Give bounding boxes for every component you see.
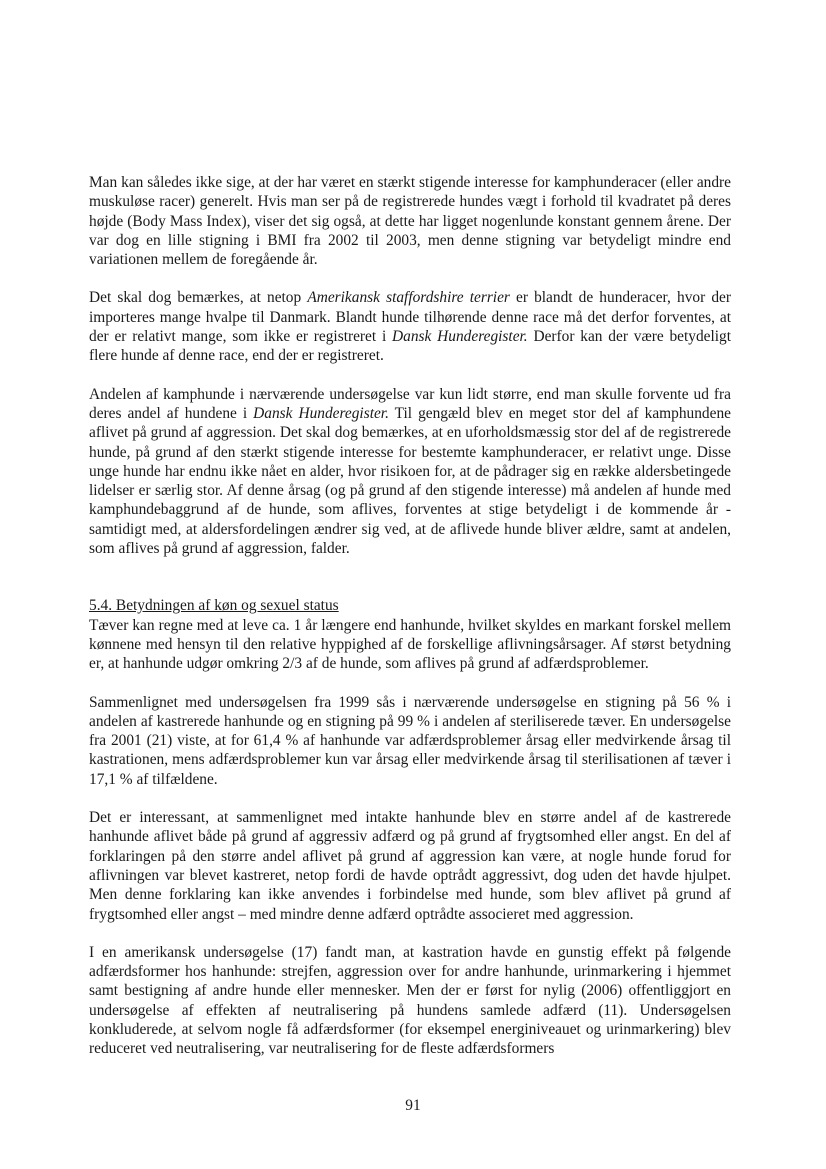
paragraph-3-text-a: Andelen af kamphunde i nærværende undersøgelse var kun lidt større, end man skulle forvente ud fra deres andel af hundene i xyxy=(89,385,731,422)
paragraph-3-text-b: Til gengæld blev en meget stor del af kamphundene aflivet på grund af aggression. Det skal dog bemærkes, at en uforholdsmæssig stor del af de registrerede hunde, på grund af den stærkt stigende interesse for bestemte kamphunderacer, er relativt unge. Disse unge hunde har endnu ikke nået en alder, hvor risikoen for, at de pådrager sig en række aldersbetingede lidelser er særlig stor. Af denne årsag (og på grund af den stigende interesse) må andelen af hunde med kamphundebaggrund af de hunde, som aflives, forventes at stige betydeligt i de kommende år - samtidigt med, at aldersfordelingen ændrer sig ved, at de aflivede hunde bliver ældre, samt at andelen, som aflives på grund af aggression, falder. xyxy=(89,404,731,558)
paragraph-1: Man kan således ikke sige, at der har været en stærkt stigende interesse for kamphunderacer (eller andre muskuløse racer) generelt. Hvis man ser på de registrerede hundes vægt i forhold til kvadratet på deres højde (Body Mass Index), viser det sig også, at dette har ligget nogenlunde konstant gennem årene. Der var dog en lille stigning i BMI fra 2002 til 2003, men denne stigning var betydeligt mindre end variationen mellem de foregående år. xyxy=(89,174,731,269)
register-name-emphasis-2: Dansk Hunderegister. xyxy=(253,404,389,422)
page-number: 91 xyxy=(405,1097,421,1114)
paragraph-7: I en amerikansk undersøgelse (17) fandt man, at kastration havde en gunstig effekt på følgende adfærdsformer hos hanhunde: strejfen, aggression over for andre hanhunde, urinmarkering i hjemmet samt bestigning af andre hunde eller mennesker. Men der er først for nylig (2006) offentliggjort en undersøgelse af effekten af neutralisering på hundens samlede adfærd (11). Undersøgelsen konkluderede, at selvom nogle få adfærdsformer (for eksempel energiniveauet og urinmarkering) blev reduceret ved neutralisering, var neutralisering for de fleste adfærdsformers xyxy=(89,943,731,1058)
paragraph-2-text-a: Det skal dog bemærkes, at netop xyxy=(89,289,308,307)
paragraph-2 xyxy=(89,288,731,365)
paragraph-6: Det er interessant, at sammenlignet med intakte hanhunde blev en større andel af de kastrerede hanhunde aflivet både på grund af aggressiv adfærd og på grund af frygtsomhed eller angst. En del af forklaringen på den større andel aflivet på grund af aggression kan være, at nogle hunde forud for aflivningen var blevet kastreret, netop fordi de havde optrådt aggressivt, dog uden det havde hjulpet. Men denne forklaring kan ikke anvendes i forbindelse med hunde, som blev aflivet på grund af frygtsomhed eller angst – med mindre denne adfærd optrådte associeret med aggression. xyxy=(89,809,731,923)
register-name-emphasis: Dansk Hunderegister. xyxy=(392,328,528,346)
paragraph-4: Tæver kan regne med at leve ca. 1 år længere end hanhunde, hvilket skyldes en markant forskel mellem kønnene med hensyn til den relative hyppighed af de forskellige aflivningsårsager. Af størst betydning er, at hanhunde udgør omkring 2/3 af de hunde, som aflives på grund af adfærdsproblemer. xyxy=(89,616,731,673)
paragraph-2-text-b: er blandt de hunderacer, hvor der importeres mange hvalpe til Danmark. Blandt hunde tilhørende denne race må det derfor forventes, at der er relativt mange, som ikke er registreret i xyxy=(89,289,731,346)
section-heading: 5.4. Betydningen af køn og sexuel status xyxy=(89,597,339,615)
paragraph-5: Sammenlignet med undersøgelsen fra 1999 sås i nærværende undersøgelse en stigning på 56 % i andelen af kastrerede hanhunde og en stigning på 99 % i andelen af steriliserede tæver. En undersøgelse fra 2001 (21) viste, at for 61,4 % af hanhunde var adfærdsproblemer årsag eller medvirkende årsag til kastrationen, mens adfærdsproblemer kun var årsag eller medvirkende årsag til sterilisationen af tæver i 17,1 % af tilfældene. xyxy=(89,693,731,788)
paragraph-3 xyxy=(89,385,731,559)
paragraph-2-text-c: Derfor kan der være betydeligt flere hunde af denne race, end der er registreret. xyxy=(89,328,732,365)
page-body xyxy=(89,173,731,1059)
breed-name-emphasis: Amerikansk staffordshire terrier xyxy=(307,289,510,307)
